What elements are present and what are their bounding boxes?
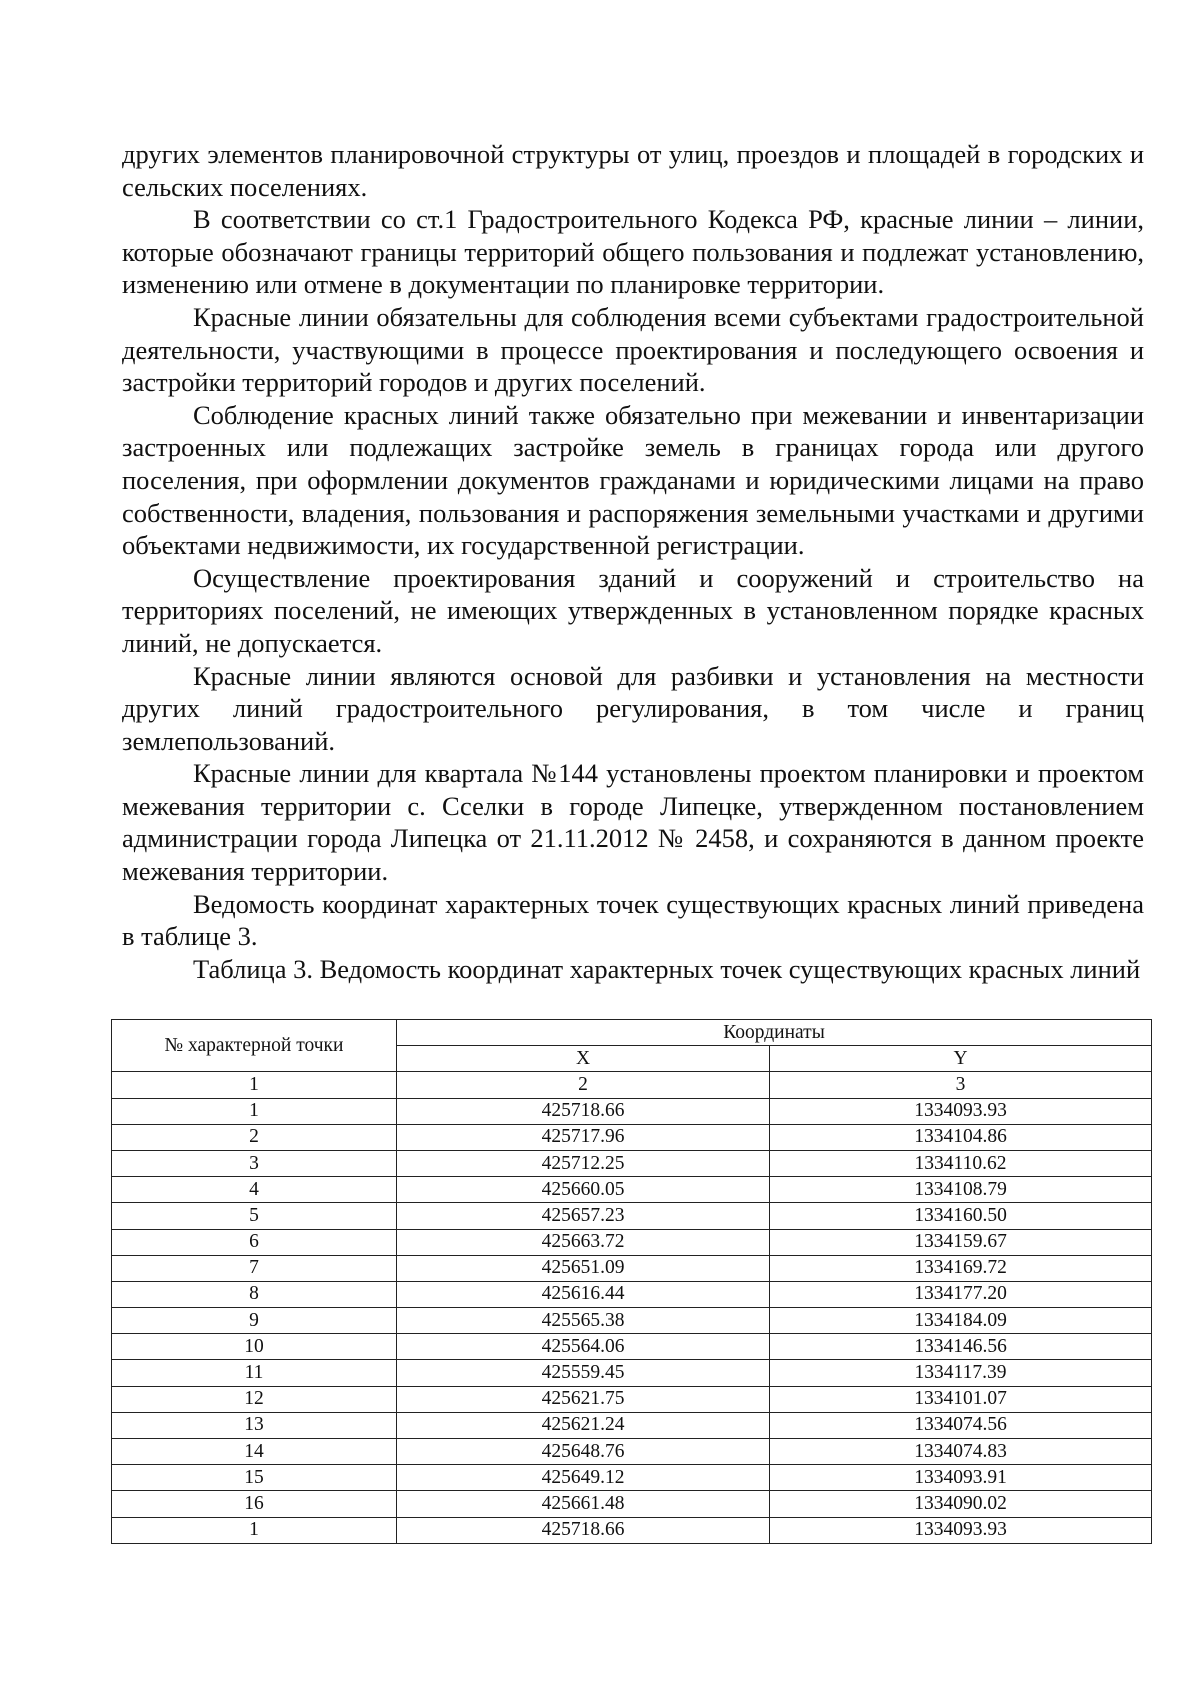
table-row [112,1517,1152,1543]
point-number-cell: 14 [112,1439,397,1465]
x-coordinate-cell: 425559.45 [397,1360,770,1386]
x-coordinate-cell: 425661.48 [397,1491,770,1517]
header-point-number: № характерной точки [112,1020,397,1072]
point-number-cell: 1 [112,1517,397,1543]
x-coordinate-cell: 425660.05 [397,1177,770,1203]
x-coordinate-cell: 425621.75 [397,1386,770,1412]
table-row [112,1255,1152,1281]
point-number-cell: 13 [112,1412,397,1438]
header-x: X [397,1046,770,1072]
point-number-cell: 6 [112,1229,397,1255]
paragraph: Соблюдение красных линий также обязательно при межевании и инвентаризации застроенных или подлежащих застройке земель в границах города или другого поселения, при оформлении документов гражданами и юридическими лицами на право собственности, владения, пользования и распоряжения земельными участками и другими объектами недвижимости, их государственной регистрации. [122,399,1144,561]
y-coordinate-cell: 1334093.93 [770,1517,1152,1543]
table-row [112,1177,1152,1203]
table-row [112,1412,1152,1438]
y-coordinate-cell: 1334169.72 [770,1255,1152,1281]
coordinates-table [111,1019,1152,1544]
paragraph: Красные линии для квартала №144 установлены проектом планировки и проектом межевания территории с. Сселки в городе Липецке, утвержденном постановлением администрации города Липецка от 21.11.2012 № 2458, и сохраняются в данном проекте межевания территории. [122,758,1144,887]
table-row [112,1150,1152,1176]
table-row [112,1465,1152,1491]
y-coordinate-cell: 1334184.09 [770,1308,1152,1334]
table-row [112,1439,1152,1465]
x-coordinate-cell: 425651.09 [397,1255,770,1281]
point-number-cell: 15 [112,1465,397,1491]
y-coordinate-cell: 1334093.91 [770,1465,1152,1491]
paragraph: В соответствии со ст.1 Градостроительного Кодекса РФ, красные линии – линии, которые обозначают границы территорий общего пользования и подлежат установлению, изменению или отмене в документации по планировке территории. [122,204,1144,300]
x-coordinate-cell: 425712.25 [397,1150,770,1176]
point-number-cell: 11 [112,1360,397,1386]
table-numbering-row [112,1072,1152,1098]
x-coordinate-cell: 425648.76 [397,1439,770,1465]
x-coordinate-cell: 425565.38 [397,1308,770,1334]
x-coordinate-cell: 425663.72 [397,1229,770,1255]
x-coordinate-cell: 425616.44 [397,1281,770,1307]
point-number-cell: 9 [112,1308,397,1334]
table-row [112,1229,1152,1255]
paragraph: Осуществление проектирования зданий и сооружений и строительство на территориях поселений, не имеющих утвержденных в установленном порядке красных линий, не допускается. [122,562,1144,658]
table-row [112,1098,1152,1124]
paragraph: Красные линии обязательны для соблюдения всеми субъектами градостроительной деятельности, участвующими в процессе проектирования и последующего освоения и застройки территорий городов и других поселений. [122,301,1144,398]
x-coordinate-cell: 425718.66 [397,1517,770,1543]
y-coordinate-cell: 1334090.02 [770,1491,1152,1517]
y-coordinate-cell: 1334117.39 [770,1360,1152,1386]
table-row [112,1203,1152,1229]
table-row [112,1386,1152,1412]
y-coordinate-cell: 1334074.56 [770,1412,1152,1438]
x-coordinate-cell: 425718.66 [397,1098,770,1124]
paragraph: других элементов планировочной структуры от улиц, проездов и площадей в городских и сельских поселениях. [122,139,1144,202]
table-row [112,1308,1152,1334]
paragraph: Красные линии являются основой для разбивки и установления на местности других линий градостроительного регулирования, в том числе и границ землепользований. [122,660,1144,756]
table-row [112,1124,1152,1150]
column-number: 1 [112,1072,397,1098]
y-coordinate-cell: 1334093.93 [770,1098,1152,1124]
x-coordinate-cell: 425717.96 [397,1124,770,1150]
point-number-cell: 1 [112,1098,397,1124]
y-coordinate-cell: 1334146.56 [770,1334,1152,1360]
y-coordinate-cell: 1334074.83 [770,1439,1152,1465]
table-header-row [112,1020,1152,1046]
table-row [112,1334,1152,1360]
table-row [112,1360,1152,1386]
column-number: 2 [397,1072,770,1098]
y-coordinate-cell: 1334159.67 [770,1229,1152,1255]
point-number-cell: 3 [112,1150,397,1176]
point-number-cell: 7 [112,1255,397,1281]
table-row [112,1281,1152,1307]
x-coordinate-cell: 425657.23 [397,1203,770,1229]
column-number: 3 [770,1072,1152,1098]
x-coordinate-cell: 425621.24 [397,1412,770,1438]
table-row [112,1491,1152,1517]
x-coordinate-cell: 425564.06 [397,1334,770,1360]
header-y: Y [770,1046,1152,1072]
paragraph: Ведомость координат характерных точек существующих красных линий приведена в таблице 3. [122,888,1144,952]
point-number-cell: 16 [112,1491,397,1517]
point-number-cell: 12 [112,1386,397,1412]
y-coordinate-cell: 1334177.20 [770,1281,1152,1307]
y-coordinate-cell: 1334160.50 [770,1203,1152,1229]
table-caption: Таблица 3. Ведомость координат характерных точек существующих красных линий [193,953,1141,984]
y-coordinate-cell: 1334104.86 [770,1124,1152,1150]
point-number-cell: 8 [112,1281,397,1307]
point-number-cell: 4 [112,1177,397,1203]
point-number-cell: 5 [112,1203,397,1229]
header-coordinates: Координаты [397,1020,1152,1046]
point-number-cell: 10 [112,1334,397,1360]
table-body [112,1098,1152,1543]
document-body [122,138,1144,985]
x-coordinate-cell: 425649.12 [397,1465,770,1491]
y-coordinate-cell: 1334101.07 [770,1386,1152,1412]
y-coordinate-cell: 1334110.62 [770,1150,1152,1176]
point-number-cell: 2 [112,1124,397,1150]
y-coordinate-cell: 1334108.79 [770,1177,1152,1203]
